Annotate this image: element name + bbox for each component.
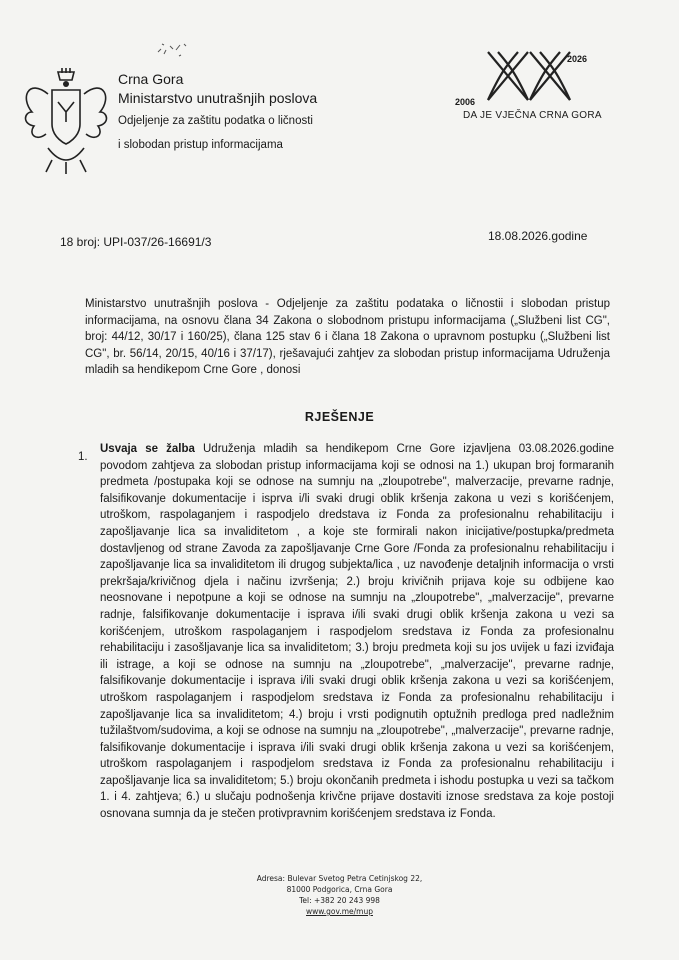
logo-year-end: 2026: [567, 54, 588, 64]
handwritten-mark: [154, 38, 194, 62]
reference-date: 18.08.2026.godine: [488, 229, 588, 243]
logo-caption: DA JE VJEČNA CRNA GORA: [463, 110, 602, 121]
department-line-2: i slobodan pristup informacijama: [118, 139, 283, 151]
document-title: RJEŠENJE: [304, 410, 375, 424]
logo-year-start: 2006: [455, 97, 476, 107]
footer-city: 81000 Podgorica, Crna Gora: [286, 885, 393, 894]
intro-paragraph: Ministarstvo unutrašnjih poslova - Odjeljenje za zaštitu podataka o ličnostii i slobodan pristup informacijama, na osnovu člana 34 Zakona o slobodnom pristupu informacijama („Službeni list CG", broj: 44/12, 30/17 i 160/25), člana 125 stav 6 i člana 18 Zakona o upravnom postupku („Službeni list CG", br. 56/14, 20/15, 40/16 i 37/17), rješavajući zahtjev za slobodan pristup informacijama Udruženja mladih sa hendikepom Crne Gore , donosi: [85, 298, 610, 376]
item-text: Udruženja mladih sa hendikepom Crne Gore izjavljena 03.08.2026.godine povodom zahtjeva za slobodan pristup informacijama koji se odnosi na 1.) ukupan broj formaranih predmeta /postupaka koji se odnose na sumnju na „zloupotrebe", malverzacije, prevarne radnje, falsifikovanje dokumentacije i isprva i/li svaki drugi oblik kršenja zakona u vezi s korišćenjem, utroškom, raspolaganjem i raspodjelo dredstava iz Fonda za profesionalnu rehabilitaciju i zapošljavanje lica sa invaliditetom , a koje ste formirali nakon inicijative/postupka/predmeta dostavljenog od strane Zavoda za zapošljavanje Crne Gore /Fonda za profesionalnu rehabilitaciju i zapošljavanje lica sa invaliditetom ili drugog subjekta/lica , uz navođenje detaljnih informacija o vrsti prekršaja/krivičnog djela i načinu izvršenja; 2.) broju krivičnih prijava koje su odbijene kao neosnovane i nepotpune a koji se odnose na sumnju na „zloupotrebe", „malverzacije", prevarne radnje, falsifikovanje dokumentacije i isprava i/ili svaki drugi oblik kršenja zakona u vezi sa korišćenjem, utroškom raspolaganjem i raspodjelom sredstava iz Fonda za profesionalnu rehabilitaciju i zasošljavanje lica sa invaliditetom; 3.) broju predmeta koji su jos uvijek u fazi izviđaja ili istrage, a koji se odnose na sumnju na „zloupotrebe", „malverzacije", prevarne radnje, falsifikovanje dokumentacije i isprava i/ili svaki drugi oblik kršenja zakona u vezi sa korišćenjem, utroškom raspolaganjem i raspodjelom sredstava iz Fonda za profesionalnu rehabilitaciju i zapošljavanje lica sa invaliditetom; 4.) broju i vrsti podignutih optužnih predloga pred nadležnim tužilaštvom/sudovima, a koji se odnose na sumnju na „zloupotrebe", „malverzacije", prevarne radnje, falsifikovanje dokumentacije i isprava i/ili svaki drugi oblik kršenja zakona u vezi sa korišćenjem, utroškom raspolaganjem i raspodjelom sredstava iz Fonda za profesionalnu rehabilitaciju i zapošljavanje lica sa invaliditetom; 5.) broju okončanih predmeta i ishodu postupka u vezi sa tačkom 1. i 4. zahtjeva; 6.) u slučaju podnošenja krivčne prijave dostaviti iznose sredstava za koje postoji osnovana sumnja da je stečen protivpravnim korišćenjem sredstava iz Fonda.: [100, 443, 614, 821]
footer-address: Adresa: Bulevar Svetog Petra Cetinjskog 22,: [256, 874, 423, 883]
item-lead: Usvaja se žalba: [100, 443, 195, 455]
item-number: 1.: [78, 451, 88, 463]
ministry-name: Ministarstvo unutrašnjih poslova: [118, 90, 318, 106]
footer-phone: Tel: +382 20 243 998: [299, 896, 380, 905]
footer: [0, 873, 679, 917]
decision-item: [100, 441, 614, 823]
footer-website-link[interactable]: www.gov.me/mup: [306, 907, 373, 916]
coat-of-arms-icon: [18, 68, 114, 178]
organization-block: [118, 70, 317, 155]
reference-number: 18 broj: UPI-037/26-16691/3: [60, 235, 212, 249]
country-name: Crna Gora: [118, 71, 184, 87]
department-line-1: Odjeljenje za zaštitu podatka o ličnosti: [118, 115, 313, 127]
